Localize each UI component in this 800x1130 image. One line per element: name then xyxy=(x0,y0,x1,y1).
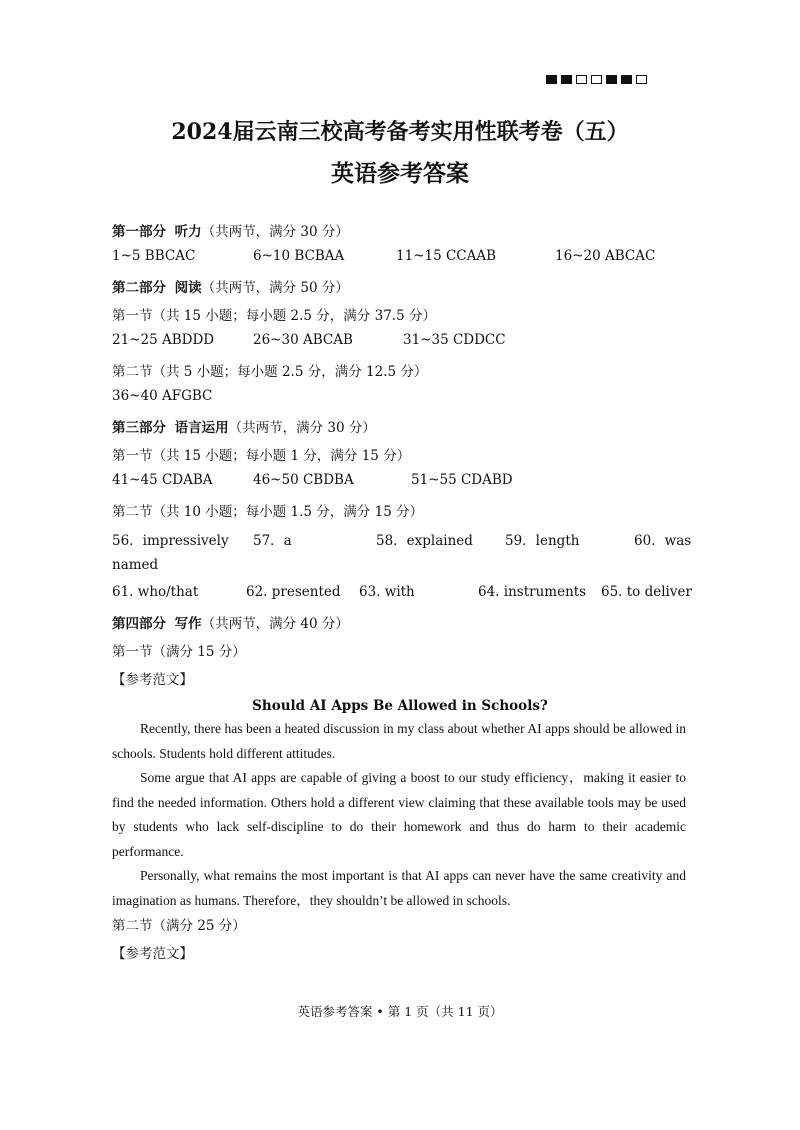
part1-name: 听力 xyxy=(174,224,202,240)
answer-group: 6~10 BCBAA xyxy=(253,248,345,264)
fill-answer: 58．explained xyxy=(376,533,473,549)
answer-group: 36~40 AFGBC xyxy=(112,388,213,404)
fill-answer: 62. presented xyxy=(246,584,341,600)
fill-answer: 63. with xyxy=(359,584,415,600)
empty-square-mark xyxy=(576,75,587,84)
answer-group: 46~50 CBDBA xyxy=(253,472,354,488)
part2-label: 第二部分 xyxy=(112,280,166,296)
part3-heading xyxy=(112,416,376,436)
fill-answer: 56．impressively xyxy=(112,533,229,549)
essay-paragraph: Some argue that AI apps are capable of giving a boost to our study efficiency，making it easier to find the needed information. Others hold a different view claiming that these available tools may be used by students who lack self-discipline to do their homework and thus do harm to their academic performance. xyxy=(112,770,686,859)
part4-name: 写作 xyxy=(174,616,202,632)
part2-note: （共两节，满分 50 分） xyxy=(201,280,349,296)
fill-answer-wrap: named xyxy=(112,557,159,573)
section-heading: 第一节（共 15 小题；每小题 1 分，满分 15 分） xyxy=(112,448,411,464)
answer-group: 41~45 CDABA xyxy=(112,472,213,488)
fill-answer: 57．a xyxy=(253,533,292,549)
answer-group: 21~25 ABDDD xyxy=(112,332,215,348)
filled-square-mark xyxy=(606,75,617,84)
answer-group: 31~35 CDDCC xyxy=(403,332,506,348)
essay-title: Should AI Apps Be Allowed in Schools? xyxy=(252,698,548,714)
fill-answer: 65. to deliver xyxy=(601,584,692,600)
header-marks xyxy=(546,75,647,84)
part2-name: 阅读 xyxy=(174,280,202,296)
empty-square-mark xyxy=(636,75,647,84)
fill-answer: 60．was xyxy=(634,533,692,549)
section-heading: 第一节（满分 15 分） xyxy=(112,644,246,660)
fill-answer: 61. who/that xyxy=(112,584,199,600)
sample-label: 【参考范文】 xyxy=(112,672,193,688)
fill-answer: 64. instruments xyxy=(478,584,587,600)
part1-heading xyxy=(112,220,349,240)
essay-paragraph: Personally, what remains the most important is that AI apps can never have the same creativity and imagination as humans. Therefore，they shouldn’t be allowed in schools. xyxy=(112,868,686,908)
filled-square-mark xyxy=(546,75,557,84)
essay-paragraph: Recently, there has been a heated discussion in my class about whether AI apps should be allowed in schools. Students hold different attitudes. xyxy=(112,721,686,761)
section-heading: 第二节（满分 25 分） xyxy=(112,918,246,934)
page-footer: 英语参考答案 • 第 1 页（共 11 页） xyxy=(297,1004,503,1019)
part1-note: （共两节，满分 30 分） xyxy=(201,224,349,240)
part4-note: （共两节，满分 40 分） xyxy=(201,616,349,632)
part3-label: 第三部分 xyxy=(112,420,166,436)
part4-label: 第四部分 xyxy=(112,616,166,632)
filled-square-mark xyxy=(561,75,572,84)
document-subtitle: 英语参考答案 xyxy=(331,160,469,187)
part4-heading xyxy=(112,612,349,632)
part3-note: （共两节，满分 30 分） xyxy=(228,420,376,436)
fill-answer: 59．length xyxy=(505,533,580,549)
essay-body xyxy=(112,717,686,913)
answer-group: 26~30 ABCAB xyxy=(253,332,353,348)
part1-label: 第一部分 xyxy=(112,224,166,240)
document-title: 2024届云南三校高考备考实用性联考卷（五） xyxy=(171,119,629,145)
answer-group: 16~20 ABCAC xyxy=(555,248,656,264)
part2-heading xyxy=(112,276,349,296)
answer-group: 11~15 CCAAB xyxy=(396,248,497,264)
empty-square-mark xyxy=(591,75,602,84)
answer-group: 51~55 CDABD xyxy=(411,472,513,488)
section-heading: 第二节（共 10 小题；每小题 1.5 分，满分 15 分） xyxy=(112,504,424,520)
sample-label: 【参考范文】 xyxy=(112,946,193,962)
section-heading: 第二节（共 5 小题；每小题 2.5 分，满分 12.5 分） xyxy=(112,364,428,380)
answer-group: 1~5 BBCAC xyxy=(112,248,196,264)
part3-name: 语言运用 xyxy=(174,420,229,436)
filled-square-mark xyxy=(621,75,632,84)
section-heading: 第一节（共 15 小题；每小题 2.5 分，满分 37.5 分） xyxy=(112,308,436,324)
